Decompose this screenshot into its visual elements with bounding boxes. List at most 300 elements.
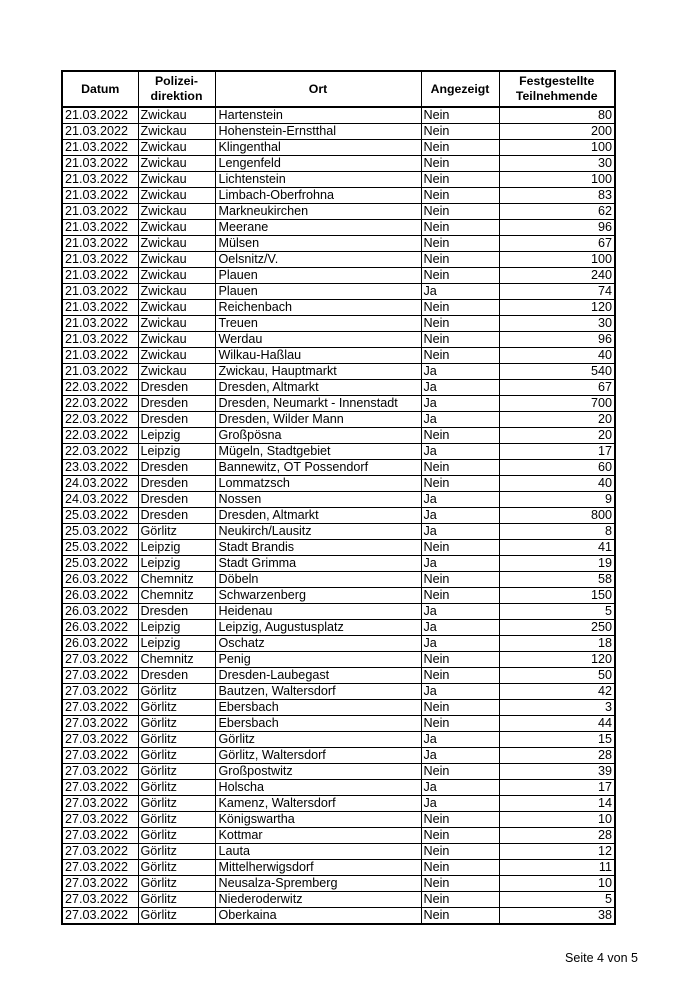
cell-datum: 27.03.2022 (62, 700, 138, 716)
cell-polizeidirektion: Dresden (138, 492, 215, 508)
cell-polizeidirektion: Görlitz (138, 684, 215, 700)
cell-datum: 27.03.2022 (62, 828, 138, 844)
table-row (62, 716, 615, 732)
cell-teilnehmende: 5 (499, 604, 615, 620)
cell-teilnehmende: 38 (499, 908, 615, 925)
table-row (62, 892, 615, 908)
cell-polizeidirektion: Chemnitz (138, 588, 215, 604)
cell-teilnehmende: 120 (499, 652, 615, 668)
cell-polizeidirektion: Zwickau (138, 252, 215, 268)
cell-angezeigt: Ja (421, 364, 499, 380)
cell-teilnehmende: 11 (499, 860, 615, 876)
cell-datum: 27.03.2022 (62, 652, 138, 668)
table-row (62, 172, 615, 188)
cell-polizeidirektion: Dresden (138, 412, 215, 428)
cell-angezeigt: Nein (421, 716, 499, 732)
cell-angezeigt: Nein (421, 107, 499, 124)
cell-angezeigt: Nein (421, 236, 499, 252)
table-row (62, 300, 615, 316)
table-row (62, 780, 615, 796)
cell-ort: Ebersbach (215, 716, 421, 732)
cell-ort: Limbach-Oberfrohna (215, 188, 421, 204)
cell-polizeidirektion: Zwickau (138, 332, 215, 348)
table-row (62, 107, 615, 124)
cell-polizeidirektion: Leipzig (138, 428, 215, 444)
cell-datum: 26.03.2022 (62, 636, 138, 652)
cell-ort: Heidenau (215, 604, 421, 620)
cell-teilnehmende: 150 (499, 588, 615, 604)
cell-polizeidirektion: Görlitz (138, 828, 215, 844)
cell-polizeidirektion: Zwickau (138, 172, 215, 188)
cell-teilnehmende: 28 (499, 748, 615, 764)
cell-polizeidirektion: Zwickau (138, 220, 215, 236)
cell-ort: Dresden, Wilder Mann (215, 412, 421, 428)
table-row (62, 204, 615, 220)
cell-ort: Oelsnitz/V. (215, 252, 421, 268)
cell-angezeigt: Nein (421, 460, 499, 476)
cell-ort: Treuen (215, 316, 421, 332)
cell-teilnehmende: 67 (499, 380, 615, 396)
cell-datum: 21.03.2022 (62, 140, 138, 156)
cell-teilnehmende: 20 (499, 428, 615, 444)
cell-polizeidirektion: Leipzig (138, 444, 215, 460)
cell-angezeigt: Nein (421, 172, 499, 188)
table-row (62, 652, 615, 668)
cell-datum: 27.03.2022 (62, 716, 138, 732)
cell-angezeigt: Ja (421, 444, 499, 460)
cell-teilnehmende: 120 (499, 300, 615, 316)
table-row (62, 284, 615, 300)
cell-teilnehmende: 17 (499, 444, 615, 460)
cell-teilnehmende: 100 (499, 172, 615, 188)
cell-teilnehmende: 74 (499, 284, 615, 300)
table-row (62, 860, 615, 876)
cell-polizeidirektion: Leipzig (138, 556, 215, 572)
table-row (62, 348, 615, 364)
table-row (62, 364, 615, 380)
cell-datum: 21.03.2022 (62, 316, 138, 332)
cell-teilnehmende: 58 (499, 572, 615, 588)
cell-angezeigt: Ja (421, 380, 499, 396)
cell-datum: 27.03.2022 (62, 764, 138, 780)
cell-ort: Bannewitz, OT Possendorf (215, 460, 421, 476)
cell-teilnehmende: 10 (499, 812, 615, 828)
cell-angezeigt: Nein (421, 428, 499, 444)
cell-datum: 22.03.2022 (62, 428, 138, 444)
cell-polizeidirektion: Görlitz (138, 908, 215, 925)
cell-teilnehmende: 83 (499, 188, 615, 204)
table-row (62, 732, 615, 748)
cell-ort: Holscha (215, 780, 421, 796)
cell-polizeidirektion: Zwickau (138, 348, 215, 364)
cell-datum: 27.03.2022 (62, 732, 138, 748)
cell-angezeigt: Nein (421, 332, 499, 348)
cell-datum: 24.03.2022 (62, 492, 138, 508)
page-number: Seite 4 von 5 (565, 951, 638, 965)
table-row (62, 188, 615, 204)
cell-ort: Bautzen, Waltersdorf (215, 684, 421, 700)
cell-teilnehmende: 40 (499, 476, 615, 492)
cell-teilnehmende: 19 (499, 556, 615, 572)
cell-teilnehmende: 100 (499, 140, 615, 156)
cell-ort: Großpostwitz (215, 764, 421, 780)
cell-angezeigt: Nein (421, 540, 499, 556)
cell-polizeidirektion: Leipzig (138, 540, 215, 556)
cell-polizeidirektion: Görlitz (138, 860, 215, 876)
cell-datum: 22.03.2022 (62, 396, 138, 412)
cell-teilnehmende: 700 (499, 396, 615, 412)
cell-angezeigt: Ja (421, 556, 499, 572)
cell-ort: Königswartha (215, 812, 421, 828)
cell-polizeidirektion: Görlitz (138, 892, 215, 908)
cell-ort: Neusalza-Spremberg (215, 876, 421, 892)
cell-angezeigt: Nein (421, 652, 499, 668)
cell-polizeidirektion: Dresden (138, 508, 215, 524)
table-body (62, 107, 615, 924)
cell-polizeidirektion: Dresden (138, 460, 215, 476)
cell-polizeidirektion: Dresden (138, 476, 215, 492)
cell-teilnehmende: 18 (499, 636, 615, 652)
cell-ort: Oschatz (215, 636, 421, 652)
cell-datum: 27.03.2022 (62, 812, 138, 828)
table-row (62, 140, 615, 156)
cell-ort: Penig (215, 652, 421, 668)
cell-datum: 21.03.2022 (62, 156, 138, 172)
cell-polizeidirektion: Görlitz (138, 700, 215, 716)
cell-datum: 26.03.2022 (62, 620, 138, 636)
table-row (62, 332, 615, 348)
cell-angezeigt: Ja (421, 684, 499, 700)
table-row (62, 396, 615, 412)
cell-teilnehmende: 62 (499, 204, 615, 220)
cell-teilnehmende: 40 (499, 348, 615, 364)
cell-angezeigt: Nein (421, 348, 499, 364)
table-row (62, 156, 615, 172)
cell-polizeidirektion: Görlitz (138, 716, 215, 732)
cell-ort: Oberkaina (215, 908, 421, 925)
cell-teilnehmende: 3 (499, 700, 615, 716)
header-polizeidirektion: Polizei- direktion (138, 71, 215, 107)
header-ort: Ort (215, 71, 421, 107)
cell-teilnehmende: 67 (499, 236, 615, 252)
table-row (62, 828, 615, 844)
protest-table (61, 70, 616, 925)
cell-angezeigt: Nein (421, 668, 499, 684)
cell-teilnehmende: 250 (499, 620, 615, 636)
cell-datum: 21.03.2022 (62, 107, 138, 124)
cell-teilnehmende: 96 (499, 220, 615, 236)
cell-polizeidirektion: Dresden (138, 668, 215, 684)
cell-ort: Schwarzenberg (215, 588, 421, 604)
cell-teilnehmende: 50 (499, 668, 615, 684)
cell-ort: Mügeln, Stadtgebiet (215, 444, 421, 460)
cell-ort: Döbeln (215, 572, 421, 588)
cell-datum: 21.03.2022 (62, 300, 138, 316)
cell-ort: Leipzig, Augustusplatz (215, 620, 421, 636)
cell-ort: Niederoderwitz (215, 892, 421, 908)
cell-datum: 25.03.2022 (62, 540, 138, 556)
cell-angezeigt: Ja (421, 492, 499, 508)
cell-datum: 23.03.2022 (62, 460, 138, 476)
cell-teilnehmende: 240 (499, 268, 615, 284)
cell-angezeigt: Nein (421, 828, 499, 844)
cell-datum: 22.03.2022 (62, 444, 138, 460)
cell-teilnehmende: 100 (499, 252, 615, 268)
cell-datum: 22.03.2022 (62, 380, 138, 396)
cell-ort: Kamenz, Waltersdorf (215, 796, 421, 812)
cell-ort: Werdau (215, 332, 421, 348)
cell-datum: 21.03.2022 (62, 284, 138, 300)
cell-ort: Lommatzsch (215, 476, 421, 492)
cell-angezeigt: Nein (421, 300, 499, 316)
cell-ort: Dresden, Altmarkt (215, 380, 421, 396)
cell-polizeidirektion: Zwickau (138, 204, 215, 220)
cell-angezeigt: Ja (421, 396, 499, 412)
cell-angezeigt: Ja (421, 284, 499, 300)
cell-ort: Lengenfeld (215, 156, 421, 172)
table-row (62, 540, 615, 556)
cell-teilnehmende: 30 (499, 156, 615, 172)
cell-datum: 21.03.2022 (62, 348, 138, 364)
cell-teilnehmende: 28 (499, 828, 615, 844)
cell-datum: 21.03.2022 (62, 268, 138, 284)
cell-polizeidirektion: Görlitz (138, 876, 215, 892)
table-row (62, 252, 615, 268)
cell-datum: 27.03.2022 (62, 796, 138, 812)
cell-teilnehmende: 44 (499, 716, 615, 732)
cell-datum: 27.03.2022 (62, 780, 138, 796)
cell-angezeigt: Nein (421, 188, 499, 204)
cell-teilnehmende: 17 (499, 780, 615, 796)
cell-ort: Mülsen (215, 236, 421, 252)
cell-angezeigt: Ja (421, 780, 499, 796)
cell-datum: 21.03.2022 (62, 364, 138, 380)
table-row (62, 460, 615, 476)
cell-ort: Wilkau-Haßlau (215, 348, 421, 364)
table-row (62, 620, 615, 636)
cell-datum: 27.03.2022 (62, 860, 138, 876)
cell-polizeidirektion: Dresden (138, 396, 215, 412)
table-row (62, 668, 615, 684)
cell-polizeidirektion: Zwickau (138, 107, 215, 124)
cell-ort: Stadt Grimma (215, 556, 421, 572)
cell-angezeigt: Nein (421, 140, 499, 156)
header-angezeigt: Angezeigt (421, 71, 499, 107)
cell-polizeidirektion: Görlitz (138, 732, 215, 748)
cell-ort: Stadt Brandis (215, 540, 421, 556)
cell-datum: 21.03.2022 (62, 204, 138, 220)
cell-ort: Dresden-Laubegast (215, 668, 421, 684)
protest-table-container (61, 70, 614, 925)
cell-polizeidirektion: Görlitz (138, 796, 215, 812)
cell-ort: Hartenstein (215, 107, 421, 124)
cell-angezeigt: Nein (421, 268, 499, 284)
cell-angezeigt: Nein (421, 812, 499, 828)
cell-angezeigt: Nein (421, 860, 499, 876)
table-row (62, 572, 615, 588)
cell-datum: 21.03.2022 (62, 188, 138, 204)
cell-teilnehmende: 80 (499, 107, 615, 124)
cell-datum: 21.03.2022 (62, 172, 138, 188)
table-row (62, 476, 615, 492)
cell-teilnehmende: 8 (499, 524, 615, 540)
cell-polizeidirektion: Zwickau (138, 188, 215, 204)
cell-polizeidirektion: Görlitz (138, 764, 215, 780)
cell-ort: Dresden, Altmarkt (215, 508, 421, 524)
table-row (62, 876, 615, 892)
cell-teilnehmende: 60 (499, 460, 615, 476)
header-teilnehmende: Festgestellte Teilnehmende (499, 71, 615, 107)
cell-angezeigt: Nein (421, 316, 499, 332)
cell-ort: Nossen (215, 492, 421, 508)
cell-ort: Neukirch/Lausitz (215, 524, 421, 540)
cell-angezeigt: Ja (421, 636, 499, 652)
cell-ort: Plauen (215, 268, 421, 284)
table-row (62, 796, 615, 812)
table-row (62, 764, 615, 780)
cell-angezeigt: Ja (421, 604, 499, 620)
cell-ort: Klingenthal (215, 140, 421, 156)
cell-polizeidirektion: Dresden (138, 380, 215, 396)
cell-polizeidirektion: Leipzig (138, 636, 215, 652)
cell-teilnehmende: 800 (499, 508, 615, 524)
cell-datum: 21.03.2022 (62, 332, 138, 348)
cell-polizeidirektion: Leipzig (138, 620, 215, 636)
cell-teilnehmende: 30 (499, 316, 615, 332)
cell-datum: 26.03.2022 (62, 604, 138, 620)
cell-ort: Zwickau, Hauptmarkt (215, 364, 421, 380)
cell-ort: Görlitz, Waltersdorf (215, 748, 421, 764)
cell-polizeidirektion: Zwickau (138, 156, 215, 172)
cell-angezeigt: Nein (421, 204, 499, 220)
cell-datum: 27.03.2022 (62, 876, 138, 892)
cell-angezeigt: Ja (421, 748, 499, 764)
header-row (62, 71, 615, 107)
cell-polizeidirektion: Zwickau (138, 316, 215, 332)
cell-datum: 27.03.2022 (62, 684, 138, 700)
cell-angezeigt: Nein (421, 124, 499, 140)
cell-ort: Mittelherwigsdorf (215, 860, 421, 876)
cell-angezeigt: Nein (421, 588, 499, 604)
cell-ort: Reichenbach (215, 300, 421, 316)
cell-teilnehmende: 200 (499, 124, 615, 140)
cell-angezeigt: Nein (421, 700, 499, 716)
cell-angezeigt: Nein (421, 156, 499, 172)
cell-ort: Meerane (215, 220, 421, 236)
table-row (62, 428, 615, 444)
cell-polizeidirektion: Zwickau (138, 268, 215, 284)
cell-polizeidirektion: Chemnitz (138, 572, 215, 588)
cell-angezeigt: Nein (421, 252, 499, 268)
table-row (62, 444, 615, 460)
cell-polizeidirektion: Zwickau (138, 236, 215, 252)
table-row (62, 556, 615, 572)
cell-polizeidirektion: Görlitz (138, 524, 215, 540)
table-row (62, 268, 615, 284)
cell-datum: 26.03.2022 (62, 572, 138, 588)
table-row (62, 604, 615, 620)
cell-angezeigt: Nein (421, 876, 499, 892)
table-row (62, 412, 615, 428)
table-row (62, 684, 615, 700)
cell-datum: 26.03.2022 (62, 588, 138, 604)
table-row (62, 508, 615, 524)
table-row (62, 748, 615, 764)
cell-datum: 22.03.2022 (62, 412, 138, 428)
cell-teilnehmende: 14 (499, 796, 615, 812)
cell-ort: Ebersbach (215, 700, 421, 716)
cell-angezeigt: Ja (421, 412, 499, 428)
cell-angezeigt: Ja (421, 732, 499, 748)
cell-polizeidirektion: Chemnitz (138, 652, 215, 668)
cell-polizeidirektion: Zwickau (138, 364, 215, 380)
cell-angezeigt: Nein (421, 844, 499, 860)
table-row (62, 588, 615, 604)
table-row (62, 524, 615, 540)
table-row (62, 636, 615, 652)
cell-ort: Dresden, Neumarkt - Innenstadt (215, 396, 421, 412)
table-row (62, 908, 615, 925)
cell-polizeidirektion: Görlitz (138, 844, 215, 860)
cell-ort: Görlitz (215, 732, 421, 748)
cell-datum: 21.03.2022 (62, 220, 138, 236)
cell-datum: 21.03.2022 (62, 236, 138, 252)
cell-angezeigt: Nein (421, 764, 499, 780)
cell-datum: 21.03.2022 (62, 124, 138, 140)
cell-polizeidirektion: Dresden (138, 604, 215, 620)
cell-datum: 24.03.2022 (62, 476, 138, 492)
cell-teilnehmende: 9 (499, 492, 615, 508)
cell-datum: 27.03.2022 (62, 668, 138, 684)
cell-angezeigt: Nein (421, 476, 499, 492)
cell-teilnehmende: 39 (499, 764, 615, 780)
cell-teilnehmende: 96 (499, 332, 615, 348)
cell-ort: Markneukirchen (215, 204, 421, 220)
cell-datum: 25.03.2022 (62, 508, 138, 524)
cell-teilnehmende: 41 (499, 540, 615, 556)
cell-teilnehmende: 20 (499, 412, 615, 428)
cell-teilnehmende: 42 (499, 684, 615, 700)
cell-teilnehmende: 10 (499, 876, 615, 892)
table-row (62, 220, 615, 236)
cell-ort: Plauen (215, 284, 421, 300)
cell-datum: 27.03.2022 (62, 892, 138, 908)
cell-angezeigt: Ja (421, 620, 499, 636)
cell-teilnehmende: 15 (499, 732, 615, 748)
cell-datum: 21.03.2022 (62, 252, 138, 268)
cell-angezeigt: Ja (421, 524, 499, 540)
cell-polizeidirektion: Zwickau (138, 124, 215, 140)
table-row (62, 492, 615, 508)
cell-angezeigt: Ja (421, 796, 499, 812)
cell-teilnehmende: 5 (499, 892, 615, 908)
cell-angezeigt: Nein (421, 220, 499, 236)
cell-angezeigt: Nein (421, 892, 499, 908)
header-datum: Datum (62, 71, 138, 107)
cell-polizeidirektion: Zwickau (138, 300, 215, 316)
cell-ort: Lichtenstein (215, 172, 421, 188)
table-row (62, 236, 615, 252)
cell-polizeidirektion: Zwickau (138, 140, 215, 156)
cell-datum: 27.03.2022 (62, 748, 138, 764)
table-row (62, 812, 615, 828)
table-row (62, 380, 615, 396)
cell-polizeidirektion: Görlitz (138, 780, 215, 796)
cell-datum: 25.03.2022 (62, 524, 138, 540)
cell-polizeidirektion: Görlitz (138, 748, 215, 764)
table-row (62, 316, 615, 332)
cell-teilnehmende: 12 (499, 844, 615, 860)
